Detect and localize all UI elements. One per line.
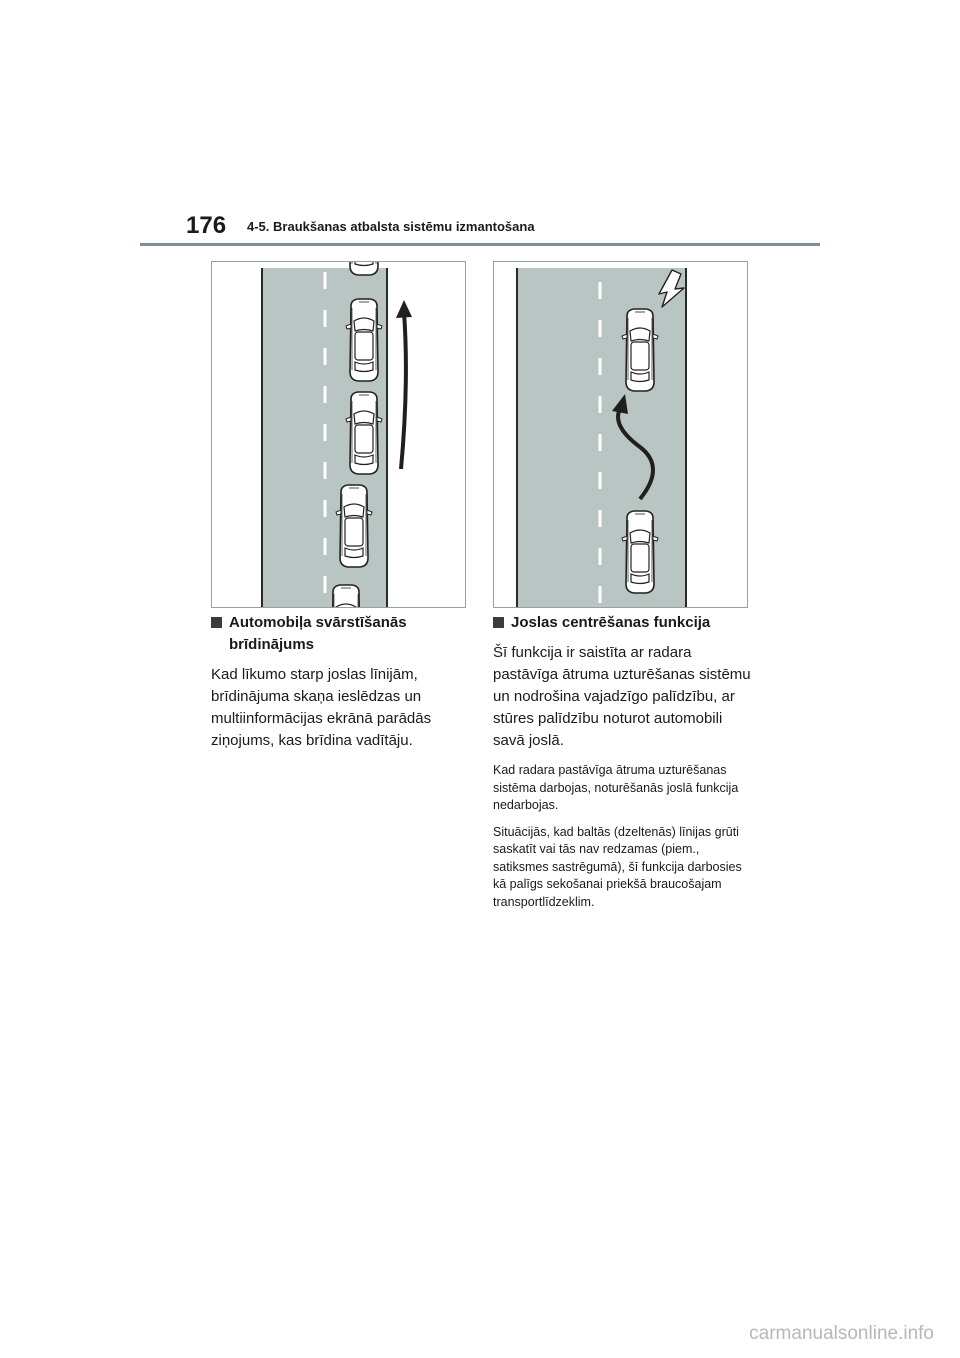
sway-arrow [401, 312, 406, 469]
section-heading [493, 612, 755, 634]
heading-text: Joslas centrēšanas funkcija [511, 614, 711, 631]
figure-lane-centering [493, 261, 748, 608]
heading-text: Automobiļa svārstīšanās brīdinājums [229, 614, 407, 653]
body-paragraph: Šī funkcija ir saistīta ar radara pastāvīga ātruma uzturēšanas sistēmu un nodrošina vajadzīgo palīdzību, ar stūres palīdzību noturot automobili savā joslā. [493, 644, 751, 749]
footer-watermark: carmanualsonline.info [749, 1323, 934, 1344]
section-lane-centering [493, 612, 755, 920]
note-paragraph-2: Situācijās, kad baltās (dzeltenās) līnijas grūti saskatīt vai tās nav redzamas (piem., satiksmes sastrēgumā), šī funkcija darbosies kā palīgs sekošanai priekšā braucošajam transportlīdzeklim. [493, 824, 742, 909]
body-paragraph: Kad līkumo starp joslas līnijām, brīdinājuma skaņa ieslēdzas un multiinformācijas ekrānā parādās ziņojums, kas brīdina vadītāju. [211, 666, 432, 749]
car-4 [336, 485, 372, 567]
square-bullet-icon [211, 617, 222, 628]
header-rule [140, 243, 820, 246]
section-vehicle-sway-warning [211, 612, 473, 762]
lane-centering-illustration [494, 262, 747, 607]
sway-illustration [212, 262, 465, 607]
car-bottom [328, 585, 364, 607]
chapter-title: 4-5. Braukšanas atbalsta sistēmu izmantošana [247, 219, 535, 234]
section-heading [211, 612, 473, 656]
square-bullet-icon [493, 617, 504, 628]
car-3 [346, 392, 382, 474]
sway-arrow-head [396, 300, 412, 318]
note-paragraph-1: Kad radara pastāvīga ātruma uzturēšanas sistēma darbojas, noturēšanās joslā funkcija nedarbojas. [493, 763, 739, 812]
figure-vehicle-sway-warning [211, 261, 466, 608]
car-rear [622, 511, 658, 593]
page-number: 176 [186, 212, 227, 239]
car-2 [346, 299, 382, 381]
car-front [622, 309, 658, 391]
